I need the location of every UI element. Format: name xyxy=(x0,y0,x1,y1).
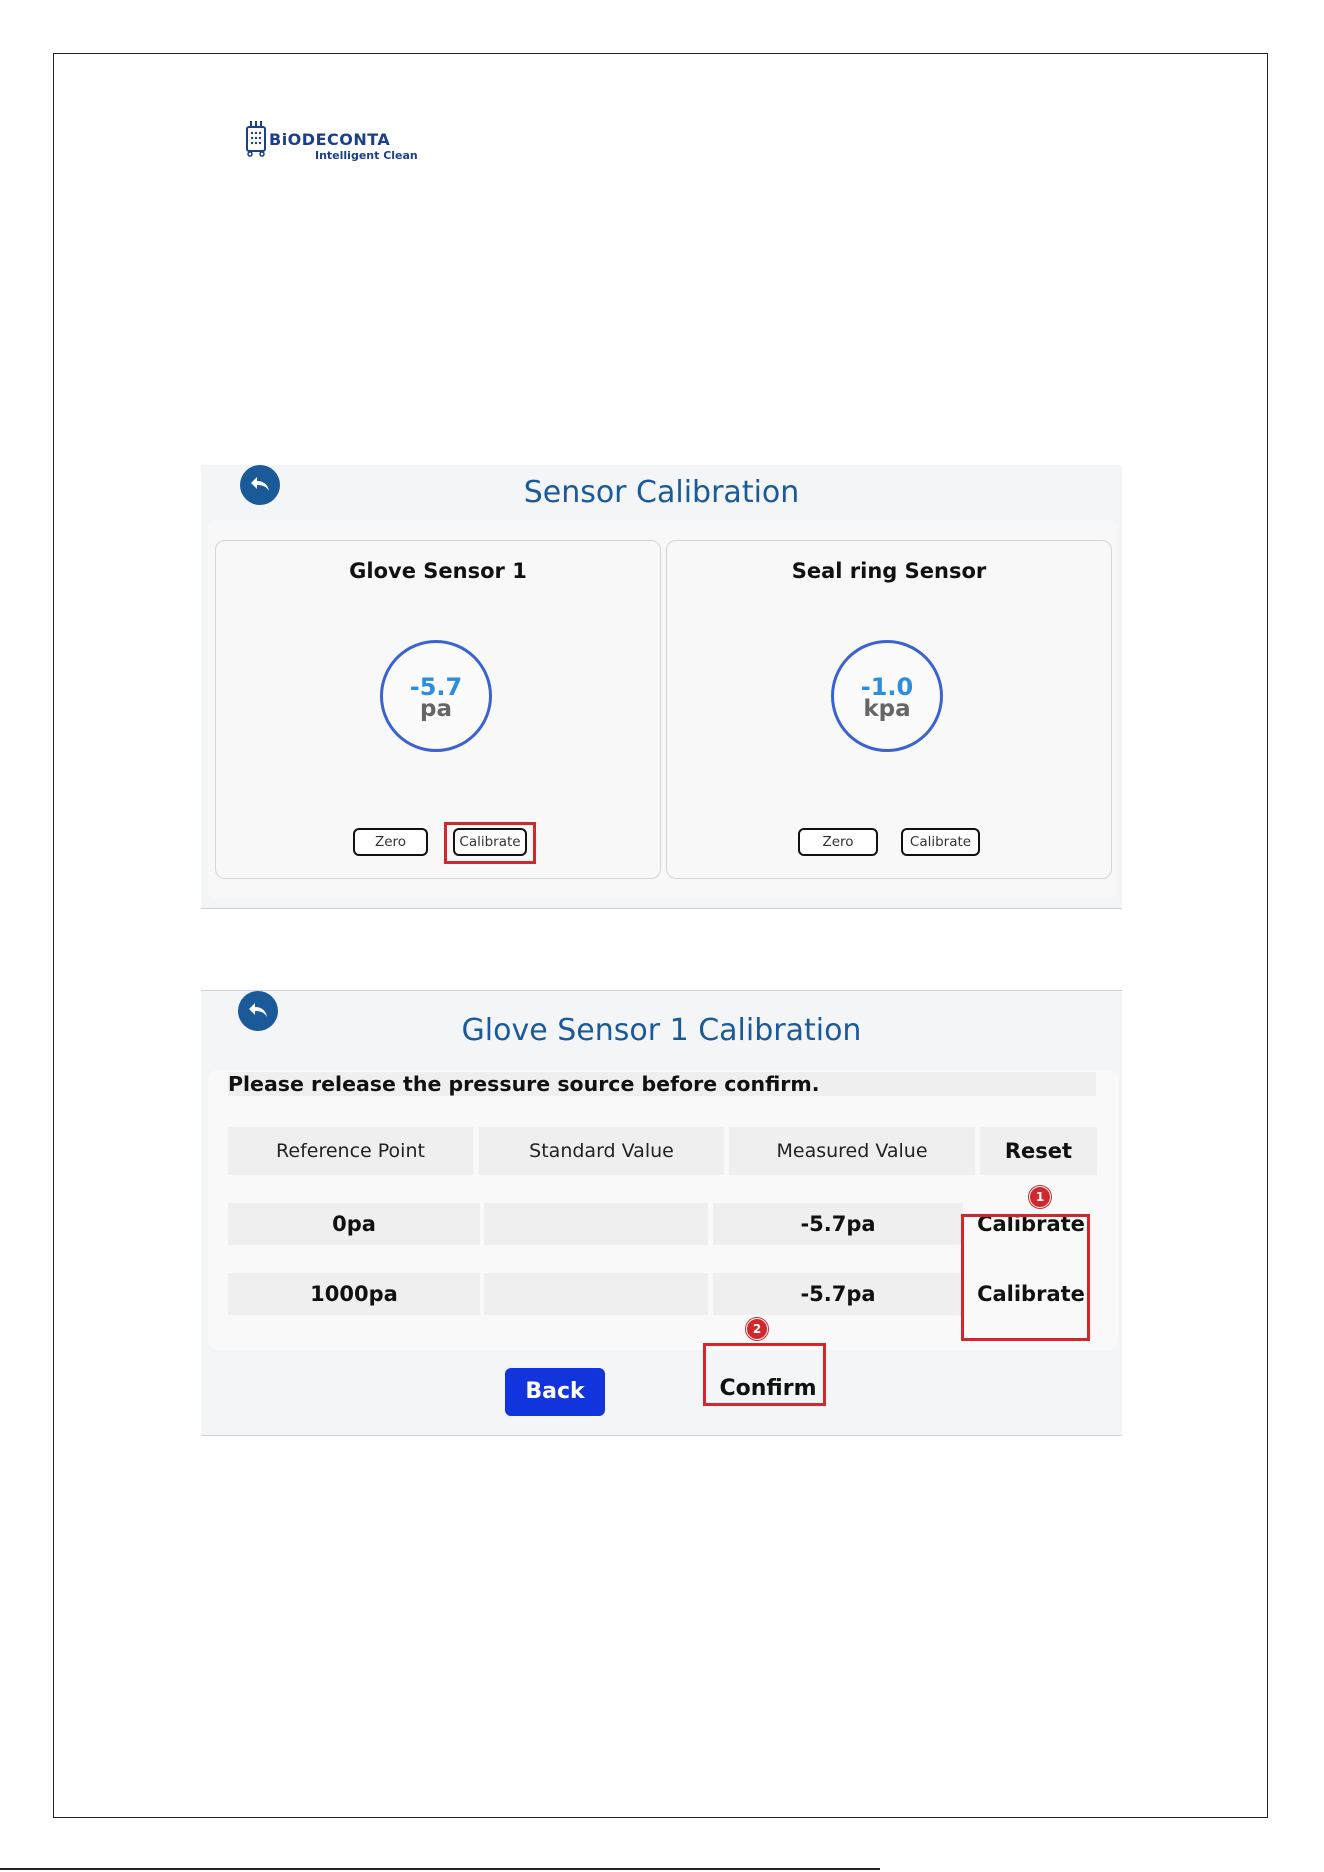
sensor-calibration-screen xyxy=(201,465,1122,909)
release-pressure-notice: Please release the pressure source before confirm. xyxy=(228,1072,1096,1096)
sensor-cards-area xyxy=(208,520,1118,898)
calibrate-button[interactable]: Calibrate xyxy=(901,828,980,856)
header-reference-point: Reference Point xyxy=(228,1127,473,1175)
highlight-box xyxy=(961,1214,1090,1341)
highlight-box xyxy=(444,822,536,864)
highlight-box xyxy=(703,1343,826,1406)
row-reference-point: 0pa xyxy=(228,1203,480,1245)
row-standard-value xyxy=(484,1273,708,1315)
calibrate-1000pa-button[interactable]: Calibrate xyxy=(977,1282,1085,1306)
header-measured-value: Measured Value xyxy=(729,1127,975,1175)
gauge-unit: kpa xyxy=(863,696,911,722)
footer-rule xyxy=(0,1868,880,1870)
step-marker-1: 1 xyxy=(1029,1186,1051,1208)
calibration-table-area xyxy=(208,1070,1118,1350)
glove-calibration-screen xyxy=(201,990,1122,1436)
row-standard-value xyxy=(484,1203,708,1245)
zero-button[interactable]: Zero xyxy=(798,828,878,856)
brand-logo xyxy=(245,120,445,166)
gauge-value: -5.7 xyxy=(409,673,463,701)
logo-machine-icon xyxy=(245,120,267,158)
zero-button[interactable]: Zero xyxy=(353,828,428,856)
back-button[interactable]: Back xyxy=(505,1368,605,1416)
screen-title: Sensor Calibration xyxy=(523,475,800,510)
confirm-button[interactable]: Confirm xyxy=(719,1376,817,1401)
logo-tagline: Intelligent Clean xyxy=(315,149,418,162)
row-reference-point: 1000pa xyxy=(228,1273,480,1315)
screen-title: Glove Sensor 1 Calibration xyxy=(461,1013,862,1048)
logo-wordmark: BiODECONTA xyxy=(269,130,391,149)
gauge-unit: pa xyxy=(420,696,452,722)
card-title: Glove Sensor 1 xyxy=(349,559,527,583)
reset-button[interactable]: Reset xyxy=(980,1127,1097,1175)
glove-sensor-card xyxy=(215,540,661,879)
pressure-gauge xyxy=(380,640,492,752)
seal-ring-sensor-card xyxy=(666,540,1112,879)
pressure-gauge xyxy=(831,640,943,752)
header-standard-value: Standard Value xyxy=(479,1127,724,1175)
page-border xyxy=(53,53,1268,1818)
row-measured-value: -5.7pa xyxy=(713,1273,963,1315)
gauge-value: -1.0 xyxy=(860,673,914,701)
step-marker-2: 2 xyxy=(746,1318,768,1340)
card-title: Seal ring Sensor xyxy=(791,559,987,583)
calibrate-button[interactable]: Calibrate xyxy=(453,828,527,856)
calibrate-0pa-button[interactable]: Calibrate xyxy=(977,1212,1085,1236)
row-measured-value: -5.7pa xyxy=(713,1203,963,1245)
